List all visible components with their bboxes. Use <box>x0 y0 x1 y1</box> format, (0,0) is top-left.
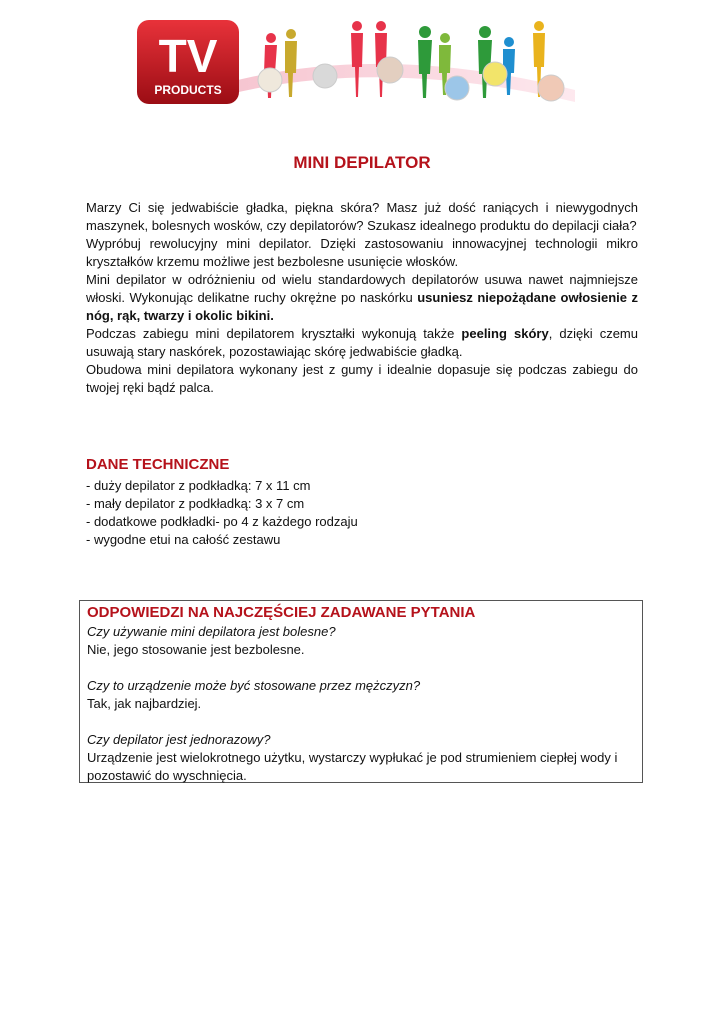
faq-answer: Nie, jego stosowanie jest bezbolesne. <box>87 642 305 657</box>
text-run: , dzięki czemu usuwają stary naskórek, pozostawiając skórę jedwabiście gładką. <box>86 326 638 359</box>
tv-products-logo <box>135 12 575 112</box>
emphasis-text: usuniesz niepożądane owłosienie z nóg, rąk, twarzy i okolic bikini. <box>86 290 638 323</box>
faq-question: Czy to urządzenie może być stosowane przez mężczyzn? <box>87 678 421 693</box>
emphasis-text: peeling skóry <box>461 326 549 341</box>
specs-title: DANE TECHNICZNE <box>86 456 230 473</box>
logo-main-text: TV <box>158 30 218 82</box>
header-banner <box>135 12 575 112</box>
faq-question: Czy używanie mini depilatora jest bolesne? <box>87 624 336 639</box>
faq-question: Czy depilator jest jednorazowy? <box>87 732 271 747</box>
specs-list <box>86 477 358 549</box>
faq-answer: Urządzenie jest wielokrotnego użytku, wystarczy wypłukać je pod strumieniem ciepłej wody i pozostawić do wyschnięcia. <box>87 750 618 783</box>
faq-title: ODPOWIEDZI NA NAJCZĘŚCIEJ ZADAWANE PYTANIA <box>87 604 476 621</box>
faq-spacer <box>87 713 635 731</box>
description-paragraph: Marzy Ci się jedwabiście gładka, piękna skóra? Masz już dość raniących i niewygodnych maszynek, bolesnych wosków, czy depilatorów? Szukasz idealnego produktu do depilacji ciała? <box>86 200 638 233</box>
description-paragraph <box>86 271 638 325</box>
text-run: Podczas zabiegu mini depilatorem kryształki wykonują także <box>86 326 462 341</box>
spec-item: - mały depilator z podkładką: 3 x 7 cm <box>86 496 305 511</box>
description-paragraph: Obudowa mini depilatora wykonany jest z gumy i idealnie dopasuje się podczas zabiegu do twojej ręki bądź palca. <box>86 362 638 395</box>
faq-box <box>79 600 643 783</box>
page-title: MINI DEPILATOR <box>293 153 431 172</box>
spec-item: - dodatkowe podkładki- po 4 z każdego rodzaju <box>86 514 358 529</box>
text-run: Mini depilator w odróżnieniu od wielu standardowych depilatorów usuwa nawet najmniejsze włoski. Wykonując delikatne ruchy okrężne po naskórku <box>86 272 638 305</box>
product-description <box>86 199 638 397</box>
logo-sub-text: PRODUCTS <box>154 83 222 97</box>
description-paragraph <box>86 325 638 361</box>
faq-spacer <box>87 659 635 677</box>
spec-item: - wygodne etui na całość zestawu <box>86 532 281 547</box>
spec-item: - duży depilator z podkładką: 7 x 11 cm <box>86 478 311 493</box>
description-paragraph: Wypróbuj rewolucyjny mini depilator. Dzięki zastosowaniu innowacyjnej technologii mikro kryształków krzemu możliwe jest bezbolesne usunięcie włosków. <box>86 236 638 269</box>
faq-answer: Tak, jak najbardziej. <box>87 696 202 711</box>
